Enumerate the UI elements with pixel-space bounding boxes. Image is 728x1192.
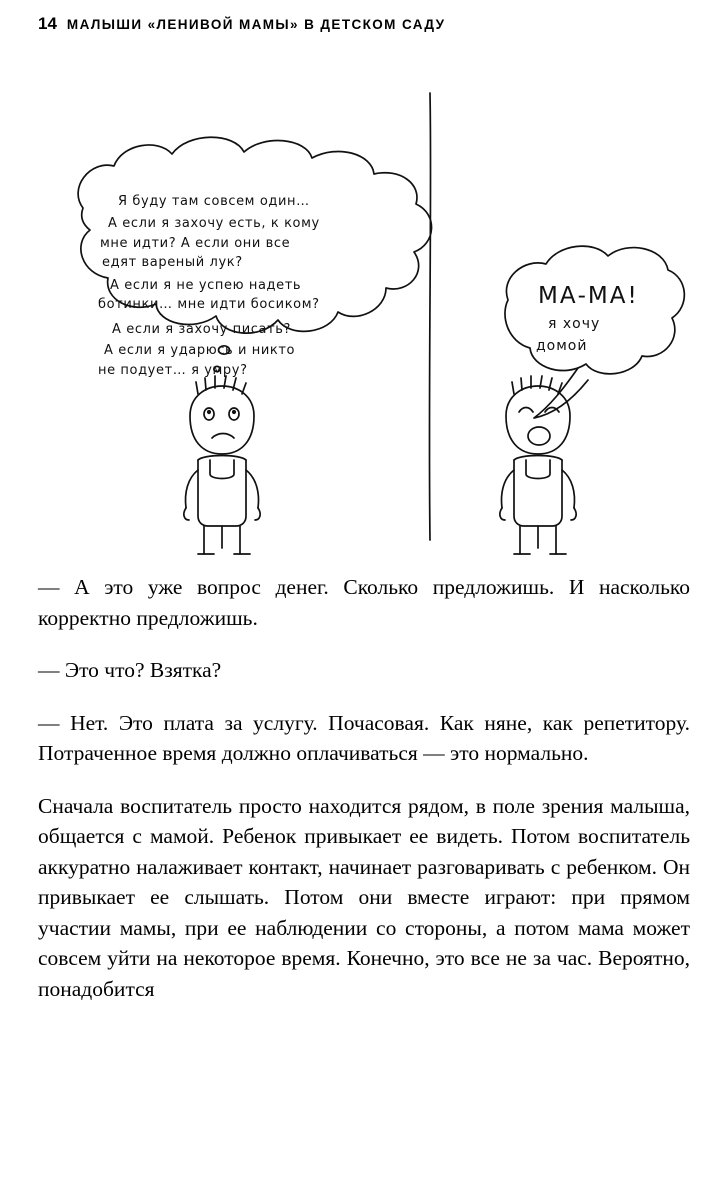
right-child-arm — [562, 470, 575, 508]
divider-line — [429, 93, 430, 540]
left-child-hair — [242, 383, 246, 394]
thought-line-5: А если я не успею надеть — [110, 278, 302, 293]
thought-line-8: А если я ударюсь и никто — [104, 343, 296, 358]
right-child-hand — [500, 508, 505, 520]
left-child-bib — [210, 460, 234, 479]
right-child-bib — [526, 460, 550, 479]
left-child-head — [190, 386, 254, 454]
speech-bubble-outline — [505, 246, 684, 374]
paragraph: — Нет. Это плата за услугу. Почасовая. Как няне, как репетитору. Потраченное время должно оплачиваться — это нормально. — [38, 710, 690, 766]
left-child-hand — [184, 508, 189, 520]
paragraph: — Это что? Взятка? — [38, 658, 222, 683]
thought-line-9: не подует… я умру? — [98, 363, 248, 378]
speech-line-1: я хочу — [548, 316, 601, 332]
left-child-arm — [186, 470, 199, 508]
running-head-title: МАЛЫШИ «ЛЕНИВОЙ МАМЫ» В ДЕТСКОМ САДУ — [66, 17, 446, 32]
left-child-hair — [196, 382, 198, 394]
right-child-body — [514, 460, 562, 526]
thought-line-2: А если я захочу есть, к кому — [108, 216, 320, 231]
right-child-mouth — [528, 427, 550, 445]
body-text — [38, 572, 690, 1004]
paragraph: — А это уже вопрос денег. Сколько предложишь. И насколько корректно предложишь. — [38, 575, 690, 630]
illustration-svg — [38, 88, 690, 558]
right-child-hand — [571, 508, 576, 520]
illustration — [38, 88, 690, 558]
paragraph: Сначала воспитатель просто находится рядом, в поле зрения малыша, общается с мамой. Ребенок привыкает ее видеть. Потом воспитатель аккуратно налаживает контакт, начинает разговаривать с ребенком. Он привыкает ее слышать. Потом они вместе играют: при прямом участии мамы, при ее наблюдении со стороны, а потом мама может совсем уйти на некоторое время. Конечно, это все не за час. Вероятно, понадобится — [38, 793, 690, 1001]
left-child-mouth — [212, 434, 234, 439]
thought-line-7: А если я захочу писать? — [112, 322, 292, 337]
left-child-collar — [198, 456, 246, 461]
thought-line-3: мне идти? А если они все — [100, 236, 291, 251]
thought-line-6: ботинки… мне идти босиком? — [98, 297, 320, 312]
thought-line-4: едят вареный лук? — [102, 255, 243, 270]
running-head — [38, 0, 690, 48]
left-child-hand — [255, 508, 260, 520]
speech-line-2: домой — [536, 338, 588, 354]
right-child-head — [506, 386, 570, 454]
left-child-pupil — [207, 410, 211, 414]
speech-shout: МА-МА! — [538, 283, 639, 309]
right-child-arm — [502, 470, 515, 508]
page-number: 14 — [38, 14, 57, 33]
left-child-body — [198, 460, 246, 526]
left-child-arm — [246, 470, 259, 508]
right-child-hair — [521, 378, 522, 390]
right-child-eye — [519, 408, 533, 413]
right-child-hair — [512, 382, 514, 394]
left-child-hair — [205, 378, 206, 390]
right-child-collar — [514, 456, 562, 461]
left-child-pupil — [232, 410, 236, 414]
thought-line-1: Я буду там совсем один… — [118, 194, 310, 209]
